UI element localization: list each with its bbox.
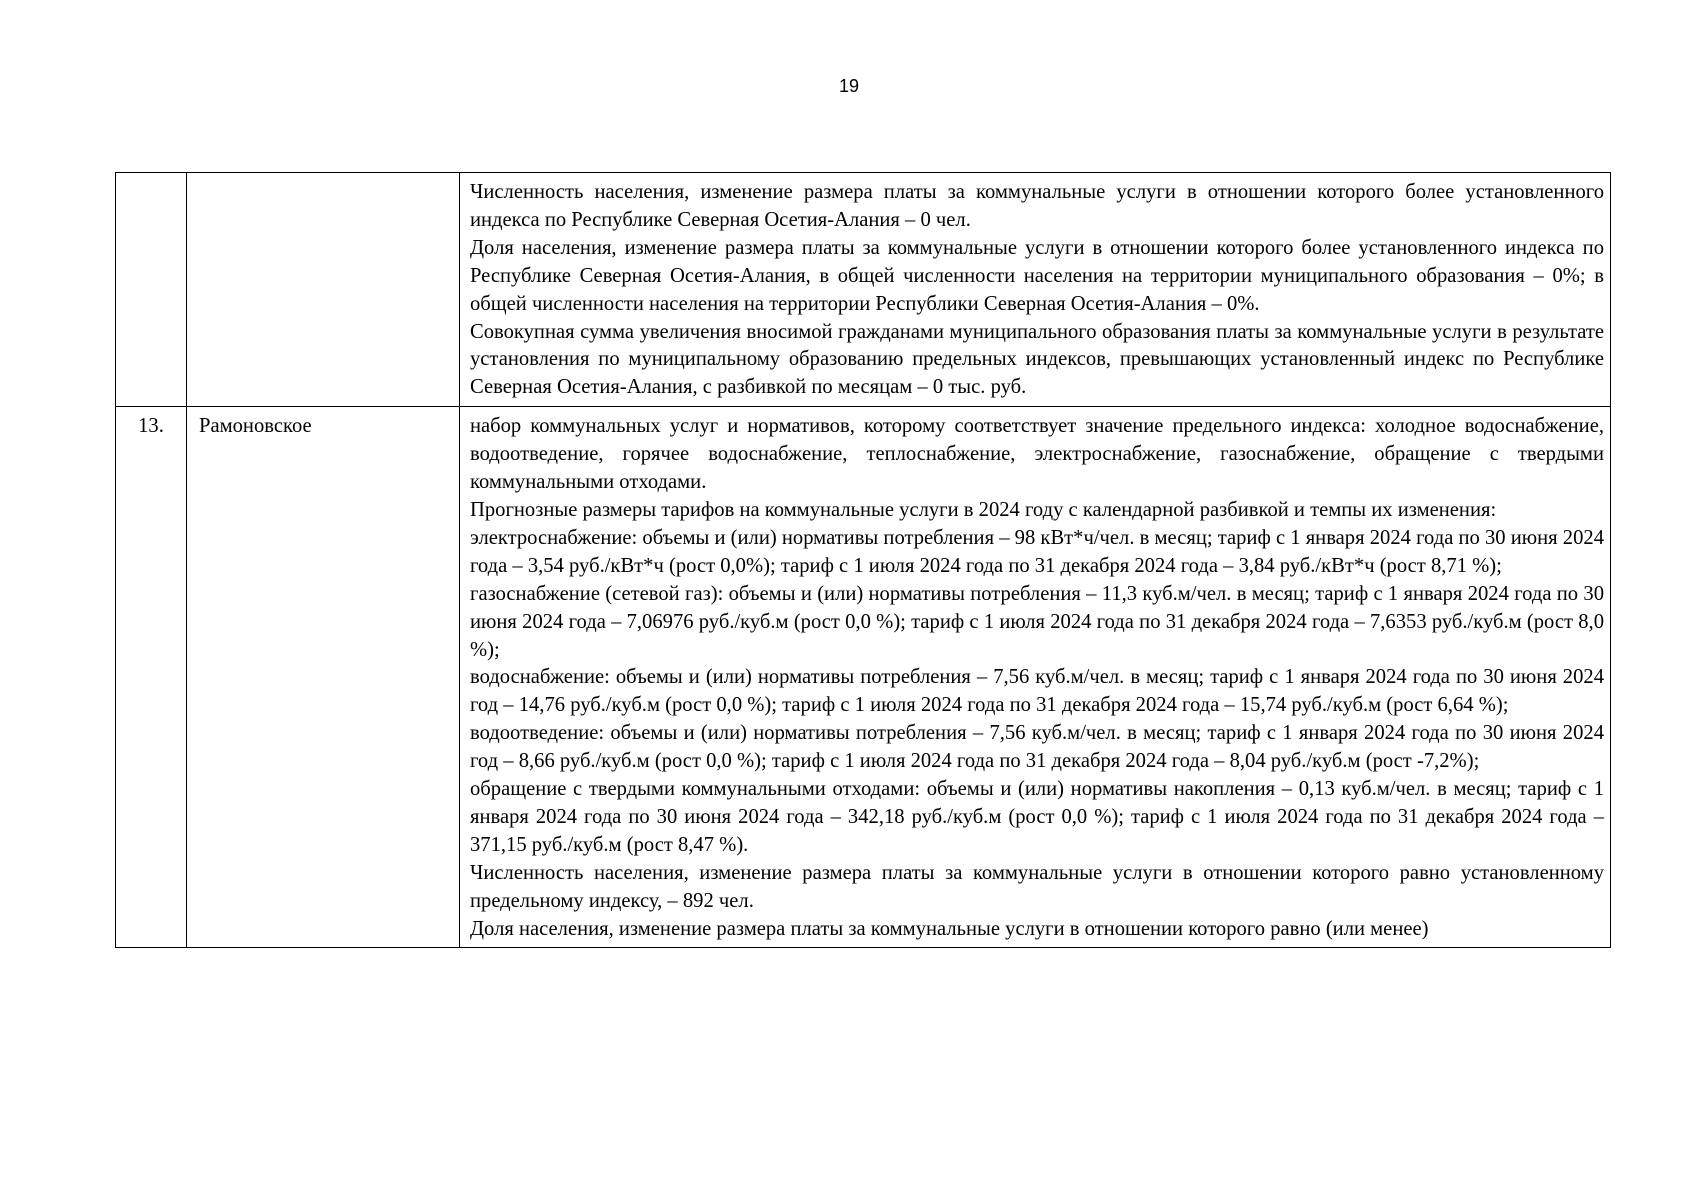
paragraph: Прогнозные размеры тарифов на коммунальные услуги в 2024 году с календарной разбивкой и темпы их изменения:: [470, 498, 1497, 521]
paragraph: обращение с твердыми коммунальными отходами: объемы и (или) нормативы накопления – 0,13 куб.м/чел. в месяц; тариф с 1 января 2024 года по 30 июня 2024 года – 342,18 руб./куб.м (рост 0,0 %); тариф с 1 июля 2024 года по 31 декабря 2024 года –371,15 руб./куб.м (рост 8,47 %).: [470, 778, 1604, 856]
municipality-name-cell: Рамоновское: [187, 407, 460, 948]
paragraph: набор коммунальных услуг и нормативов, которому соответствует значение предельного индекса: холодное водоснабжение, водоотведение, горячее водоснабжение, теплоснабжение, электроснабжение, газоснабжение, обращение с твердыми коммунальными отходами.: [470, 415, 1604, 494]
paragraph: Численность населения, изменение размера платы за коммунальные услуги в отношении которого равно установленному предельному индексу, – 892 чел.: [470, 861, 1604, 912]
description-cell: [460, 407, 1611, 948]
row-number-cell: 13.: [116, 407, 187, 948]
paragraph: электроснабжение: объемы и (или) нормативы потребления – 98 кВт*ч/чел. в месяц; тариф с 1 января 2024 года по 30 июня 2024 года – 3,54 руб./кВт*ч (рост 0,0%); тариф с 1 июля 2024 года по 31 декабря 2024 года – 3,84 руб./кВт*ч (рост 8,71 %);: [470, 526, 1604, 577]
row-number-cell: [116, 173, 187, 407]
table-row: [116, 407, 1611, 948]
paragraph: газоснабжение (сетевой газ): объемы и (или) нормативы потребления – 11,3 куб.м/чел. в месяц; тариф с 1 января 2024 года по 30 июня 2024 года – 7,06976 руб./куб.м (рост 0,0 %); тариф с 1 июля 2024 года по 31 декабря 2024 года – 7,6353 руб./куб.м (рост 8,0 %);: [470, 582, 1604, 661]
paragraph: Численность населения, изменение размера платы за коммунальные услуги в отношении которого более установленного индекса по Республике Северная Осетия-Алания – 0 чел.: [470, 181, 1604, 231]
municipality-name-cell: [187, 173, 460, 407]
description-cell: [460, 173, 1611, 407]
paragraph: Доля населения, изменение размера платы за коммунальные услуги в отношении которого более установленного индекса по Республике Северная Осетия-Алания, в общей численности населения на территории муниципального образования – 0%; в общей численности населения на территории Республики Северная Осетия-Алания – 0%.: [470, 236, 1604, 315]
page-number: 19: [838, 76, 860, 96]
table-row: [116, 173, 1611, 407]
paragraph: водоотведение: объемы и (или) нормативы потребления – 7,56 куб.м/чел. в месяц; тариф с 1 января 2024 года по 30 июня 2024 год – 8,66 руб./куб.м (рост 0,0 %); тариф с 1 июля 2024 года по 31 декабря 2024 года – 8,04 руб./куб.м (рост -7,2%);: [470, 722, 1604, 773]
paragraph: Совокупная сумма увеличения вносимой гражданами муниципального образования платы за коммунальные услуги в результате установления по муниципальному образованию предельных индексов, превышающих установленный индекс по Республике Северная Осетия-Алания, с разбивкой по месяцам – 0 тыс. руб.: [470, 320, 1604, 399]
paragraph: Доля населения, изменение размера платы за коммунальные услуги в отношении которого равно (или менее): [470, 917, 1429, 940]
municipality-table: [115, 172, 1611, 948]
paragraph: водоснабжение: объемы и (или) нормативы потребления – 7,56 куб.м/чел. в месяц; тариф с 1 января 2024 года по 30 июня 2024 год – 14,76 руб./куб.м (рост 0,0 %); тариф с 1 июля 2024 года по 31 декабря 2024 года – 15,74 руб./куб.м (рост 6,64 %);: [470, 666, 1604, 717]
